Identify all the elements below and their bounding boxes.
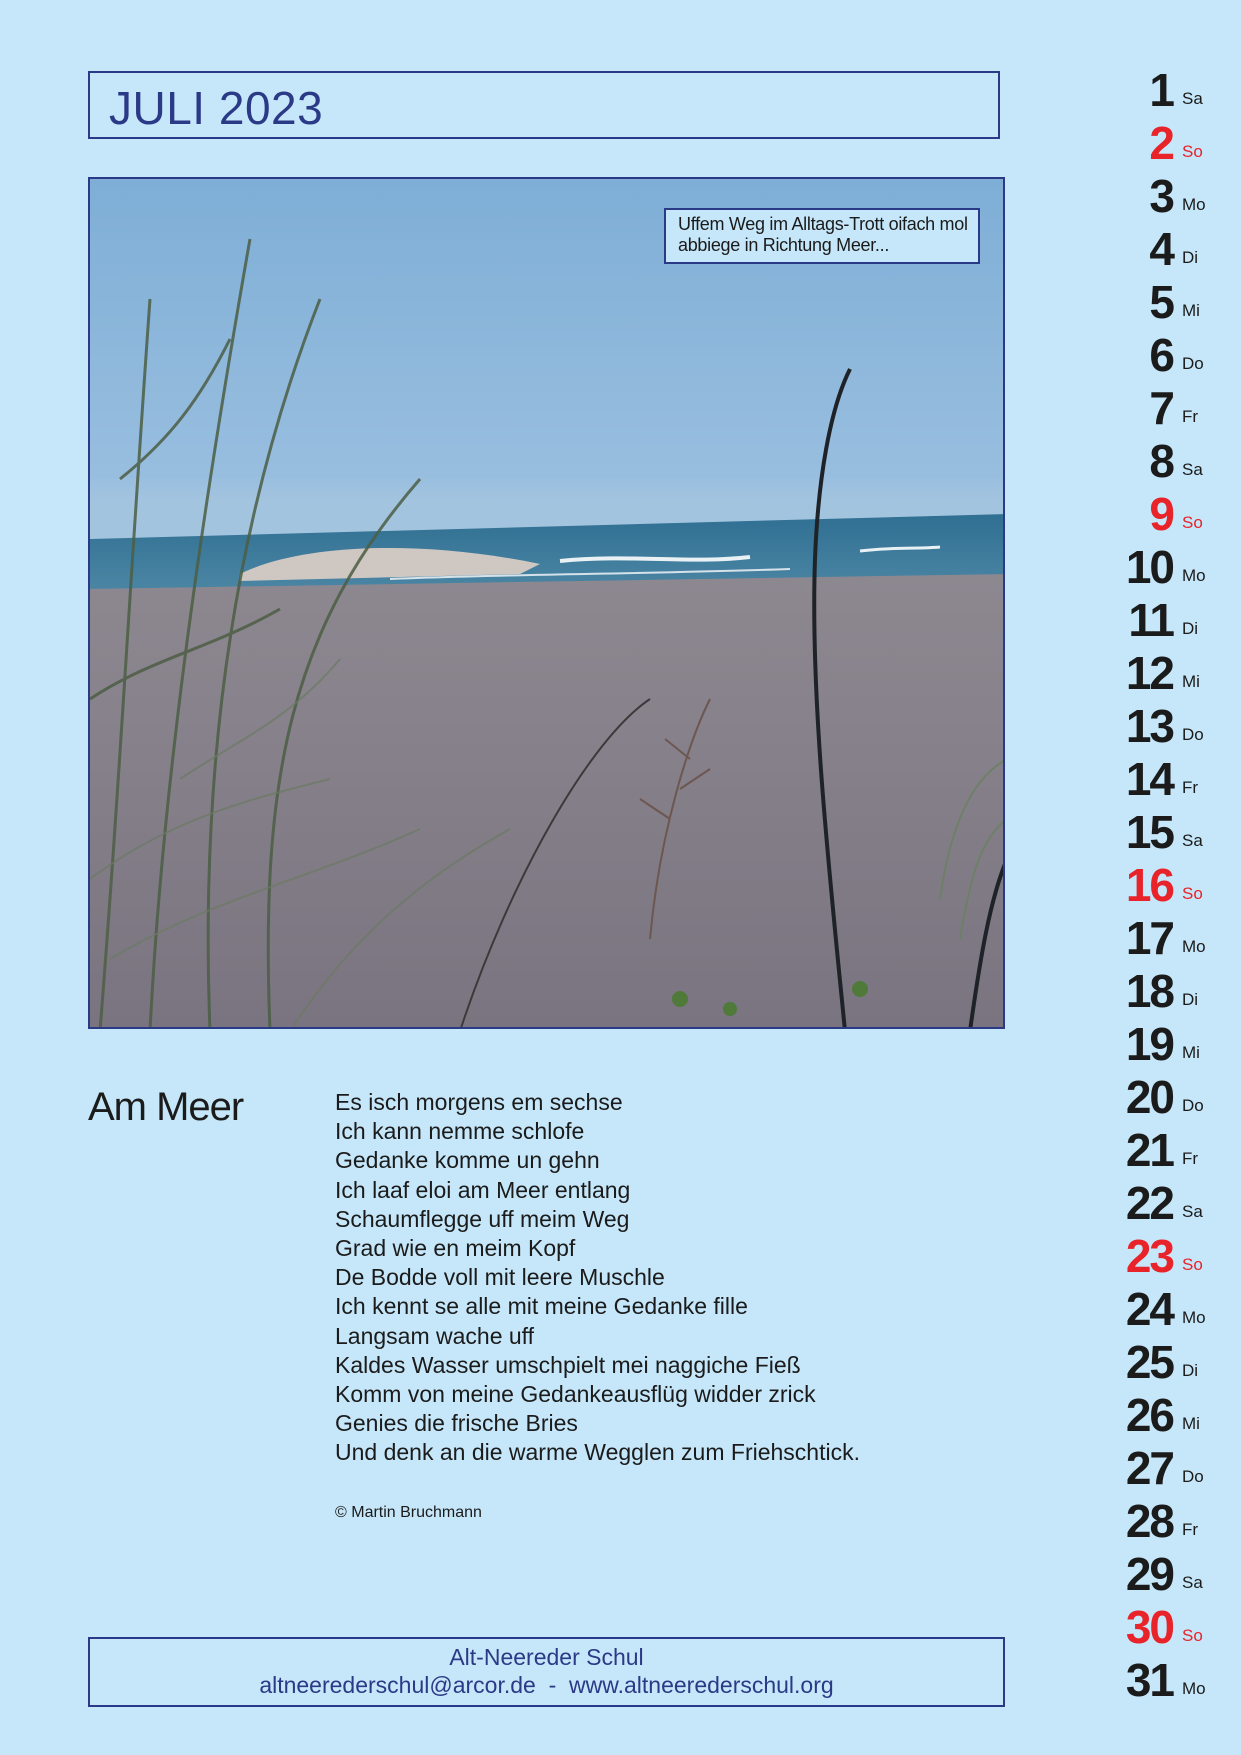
day-number: 6	[1149, 329, 1173, 381]
weekday-label: Fr	[1182, 1149, 1199, 1168]
beach-scene-image	[90, 179, 1005, 1029]
day-row	[1100, 912, 1241, 965]
poem-line: Langsam wache uff	[335, 1322, 535, 1349]
day-row	[1100, 806, 1241, 859]
day-number: 13	[1125, 700, 1173, 752]
weekday-label: Di	[1182, 248, 1199, 267]
day-number: 31	[1125, 1654, 1173, 1706]
poem-line: Gedanke komme un gehn	[335, 1147, 600, 1174]
poem-text	[335, 1088, 860, 1468]
day-number: 27	[1125, 1442, 1173, 1494]
day-row	[1100, 541, 1241, 594]
weekday-label: Mi	[1182, 1043, 1200, 1062]
weekday-label: So	[1182, 884, 1203, 903]
day-row	[1100, 1442, 1241, 1495]
poem-title: Am Meer	[88, 1085, 244, 1129]
weekday-label: Mo	[1182, 1308, 1206, 1327]
day-list	[1100, 64, 1241, 1707]
day-row	[1100, 488, 1241, 541]
day-number: 17	[1125, 912, 1173, 964]
weekday-label: Sa	[1182, 89, 1203, 108]
day-row	[1100, 64, 1241, 117]
beach-photo	[88, 177, 1005, 1029]
day-row	[1100, 435, 1241, 488]
weekday-label: Sa	[1182, 1573, 1203, 1592]
day-row	[1100, 1283, 1241, 1336]
poem-line: Schaumflegge uff meim Weg	[335, 1205, 630, 1232]
day-number: 20	[1125, 1071, 1173, 1123]
footer-name: Alt-Neereder Schul	[449, 1644, 644, 1670]
day-number: 1	[1149, 64, 1173, 116]
poem-line: Es isch morgens em sechse	[335, 1089, 623, 1115]
month-title: JULI 2023	[109, 82, 324, 134]
day-number: 4	[1149, 223, 1173, 275]
day-number: 16	[1125, 859, 1173, 911]
day-row	[1100, 647, 1241, 700]
day-row	[1100, 223, 1241, 276]
day-number: 5	[1149, 276, 1173, 328]
poem-line: Komm von meine Gedankeausflüg widder zrick	[335, 1381, 816, 1408]
day-number: 21	[1125, 1124, 1173, 1176]
day-row	[1100, 1071, 1241, 1124]
day-number: 29	[1125, 1548, 1173, 1600]
weekday-label: Sa	[1182, 1202, 1203, 1221]
poem-line: Grad wie en meim Kopf	[335, 1235, 576, 1262]
weekday-label: Mo	[1182, 195, 1206, 214]
day-number: 28	[1125, 1495, 1173, 1547]
day-row	[1100, 1177, 1241, 1230]
weekday-label: Mo	[1182, 937, 1206, 956]
weekday-label: Mo	[1182, 1679, 1206, 1698]
poem-line: Kaldes Wasser umschpielt mei naggiche Fieß	[335, 1351, 801, 1378]
day-number: 2	[1149, 117, 1173, 169]
day-row	[1100, 382, 1241, 435]
day-row	[1100, 329, 1241, 382]
day-row	[1100, 1654, 1241, 1707]
day-row	[1100, 1018, 1241, 1071]
weekday-label: Mo	[1182, 566, 1206, 585]
day-number: 18	[1125, 965, 1173, 1017]
weekday-label: Sa	[1182, 831, 1203, 850]
day-number: 14	[1125, 753, 1173, 805]
poem-line: Ich kennt se alle mit meine Gedanke fille	[335, 1293, 748, 1320]
day-number: 15	[1125, 806, 1173, 858]
day-row	[1100, 1601, 1241, 1654]
day-row	[1100, 753, 1241, 806]
day-number: 7	[1149, 382, 1173, 434]
day-row	[1100, 1336, 1241, 1389]
weekday-label: Mi	[1182, 672, 1200, 691]
day-row	[1100, 1495, 1241, 1548]
weekday-label: Do	[1182, 725, 1204, 744]
weekday-label: Sa	[1182, 460, 1203, 479]
day-row	[1100, 1230, 1241, 1283]
weekday-label: Do	[1182, 1096, 1204, 1115]
poem-line: Genies die frische Bries	[335, 1410, 578, 1437]
day-number: 12	[1125, 647, 1173, 699]
weekday-label: Di	[1182, 619, 1199, 638]
day-row	[1100, 276, 1241, 329]
day-number: 30	[1125, 1601, 1173, 1653]
weekday-label: Do	[1182, 354, 1204, 373]
weekday-label: Do	[1182, 1467, 1204, 1486]
day-number: 23	[1125, 1230, 1173, 1282]
weekday-label: Fr	[1182, 407, 1199, 426]
weekday-label: So	[1182, 1255, 1203, 1274]
weekday-label: Fr	[1182, 778, 1199, 797]
weekday-label: So	[1182, 1626, 1203, 1645]
day-row	[1100, 700, 1241, 753]
photo-caption	[664, 208, 980, 264]
day-number: 25	[1125, 1336, 1173, 1388]
weekday-label: So	[1182, 142, 1203, 161]
poem-line: Und denk an die warme Wegglen zum Friehschtick.	[335, 1439, 860, 1466]
day-number: 11	[1128, 594, 1173, 646]
poem-line: De Bodde voll mit leere Muschle	[335, 1264, 665, 1291]
weekday-label: Di	[1182, 990, 1199, 1009]
weekday-label: Mi	[1182, 1414, 1200, 1433]
day-number: 24	[1125, 1283, 1173, 1335]
day-number: 19	[1125, 1018, 1173, 1070]
poem-line: Ich laaf eloi am Meer entlang	[335, 1176, 631, 1203]
day-row	[1100, 1124, 1241, 1177]
weekday-label: Fr	[1182, 1520, 1199, 1539]
day-row	[1100, 594, 1241, 647]
weekday-label: Mi	[1182, 301, 1200, 320]
caption-line: abbiege in Richtung Meer...	[678, 235, 890, 255]
footer-contact[interactable]: altneerederschul@arcor.de - www.altneerederschul.org	[259, 1672, 834, 1698]
day-row	[1100, 965, 1241, 1018]
day-number: 9	[1149, 488, 1173, 540]
day-row	[1100, 117, 1241, 170]
copyright-note: © Martin Bruchmann	[335, 1504, 482, 1521]
day-number: 26	[1125, 1389, 1173, 1441]
day-row	[1100, 859, 1241, 912]
month-title-box	[88, 71, 1000, 139]
weekday-label: So	[1182, 513, 1203, 532]
poem-line: Ich kann nemme schlofe	[335, 1118, 585, 1145]
day-number: 8	[1149, 435, 1173, 487]
caption-line: Uffem Weg im Alltags-Trott oifach mol	[678, 214, 968, 234]
day-row	[1100, 1548, 1241, 1601]
footer-box	[88, 1637, 1005, 1707]
weekday-label: Di	[1182, 1361, 1199, 1380]
day-row	[1100, 170, 1241, 223]
day-number: 3	[1149, 170, 1173, 222]
day-row	[1100, 1389, 1241, 1442]
day-number: 10	[1125, 541, 1173, 593]
day-number: 22	[1125, 1177, 1173, 1229]
